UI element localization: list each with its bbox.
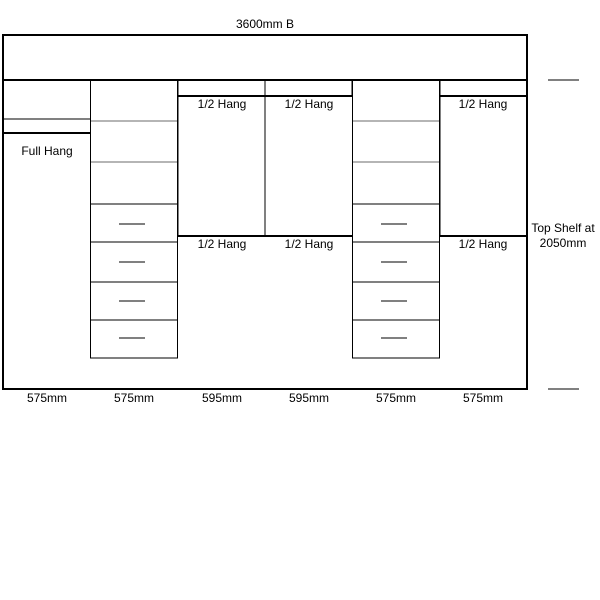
top-shelf-note-line1: Top Shelf at <box>531 221 595 235</box>
section-2-shelves-drawers <box>91 80 178 358</box>
section-4-width-label: 595mm <box>288 391 330 405</box>
section-1-full-hang-label: Full Hang <box>21 144 73 158</box>
section-6-double-hang <box>440 80 527 251</box>
section-3-double-hang <box>178 80 265 251</box>
section-5-shelves-drawers <box>353 80 440 358</box>
section-3-lower-label: 1/2 Hang <box>197 237 247 251</box>
section-3-width-label: 595mm <box>201 391 243 405</box>
section-1-width-label: 575mm <box>26 391 68 405</box>
overall-width-label: 3600mm B <box>235 17 295 31</box>
section-4-double-hang <box>265 80 352 251</box>
section-3-upper-label: 1/2 Hang <box>197 97 247 111</box>
section-5-unit <box>353 80 440 358</box>
section-5-width-label: 575mm <box>375 391 417 405</box>
section-4-lower-label: 1/2 Hang <box>284 237 334 251</box>
section-6-width-label: 575mm <box>462 391 504 405</box>
section-6-lower-label: 1/2 Hang <box>458 237 508 251</box>
section-2-width-label: 575mm <box>113 391 155 405</box>
section-4-upper-label: 1/2 Hang <box>284 97 334 111</box>
section-2-unit <box>91 80 178 358</box>
section-1-full-hang <box>3 119 90 158</box>
section-6-upper-label: 1/2 Hang <box>458 97 508 111</box>
top-shelf-note-line2: 2050mm <box>539 236 587 250</box>
